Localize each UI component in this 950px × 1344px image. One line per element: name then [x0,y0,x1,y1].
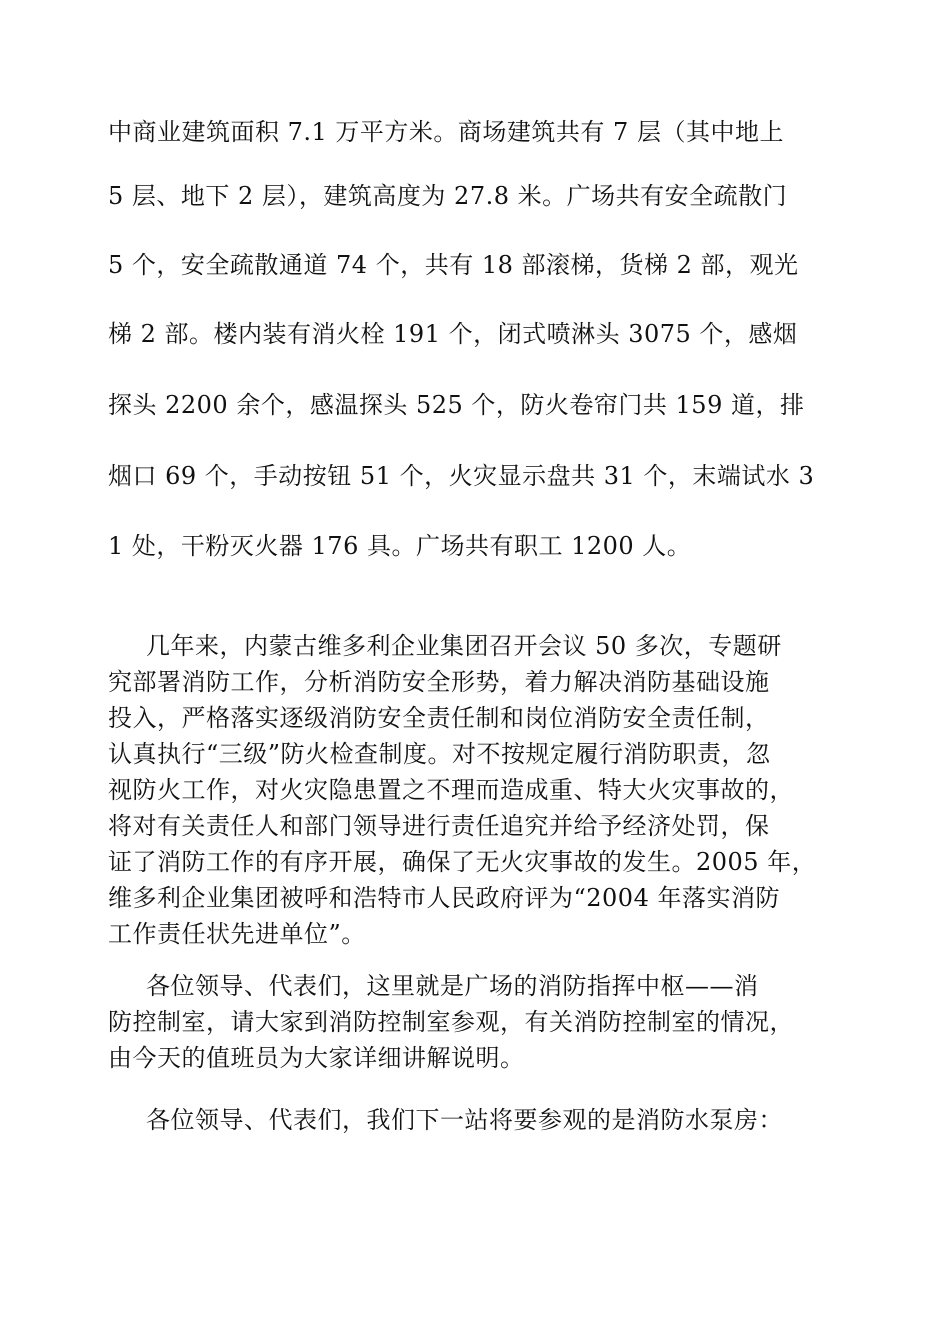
text-line: 投入，严格落实逐级消防安全责任制和岗位消防安全责任制， [108,704,770,732]
text-line: 几年来，内蒙古维多利企业集团召开会议 50 多次，专题研 [146,632,782,660]
text-line: 由今天的值班员为大家详细讲解说明。 [108,1044,525,1072]
text-line: 证了消防工作的有序开展，确保了无火灾事故的发生。2005 年， [108,848,817,876]
text-line: 中商业建筑面积 7.1 万平方米。商场建筑共有 7 层（其中地上 [108,118,784,146]
text-line: 工作责任状先进单位”。 [108,920,366,948]
text-line: 将对有关责任人和部门领导进行责任追究并给予经济处罚，保 [108,812,770,840]
text-line: 究部署消防工作，分析消防安全形势，着力解决消防基础设施 [108,668,770,696]
text-line: 防控制室，请大家到消防控制室参观，有关消防控制室的情况， [108,1008,794,1036]
text-line: 烟口 69 个，手动按钮 51 个，火灾显示盘共 31 个，末端试水 3 [108,462,815,490]
text-line: 5 个，安全疏散通道 74 个，共有 18 部滚梯，货梯 2 部，观光 [108,251,799,279]
text-line: 5 层、地下 2 层），建筑高度为 27.8 米。广场共有安全疏散门 [108,182,788,210]
text-line: 各位领导、代表们，我们下一站将要参观的是消防水泵房： [146,1106,783,1134]
text-line: 探头 2200 余个，感温探头 525 个，防火卷帘门共 159 道，排 [108,391,805,419]
text-line: 1 处，干粉灭火器 176 具。广场共有职工 1200 人。 [108,532,692,560]
text-line: 维多利企业集团被呼和浩特市人民政府评为“2004 年落实消防 [108,884,780,912]
text-line: 各位领导、代表们，这里就是广场的消防指挥中枢——消 [146,972,759,1000]
text-line: 视防火工作，对火灾隐患置之不理而造成重、特大火灾事故的， [108,776,794,804]
text-line: 梯 2 部。楼内装有消火栓 191 个，闭式喷淋头 3075 个，感烟 [108,320,798,348]
text-line: 认真执行“三级”防火检查制度。对不按规定履行消防职责，忽 [108,740,771,768]
